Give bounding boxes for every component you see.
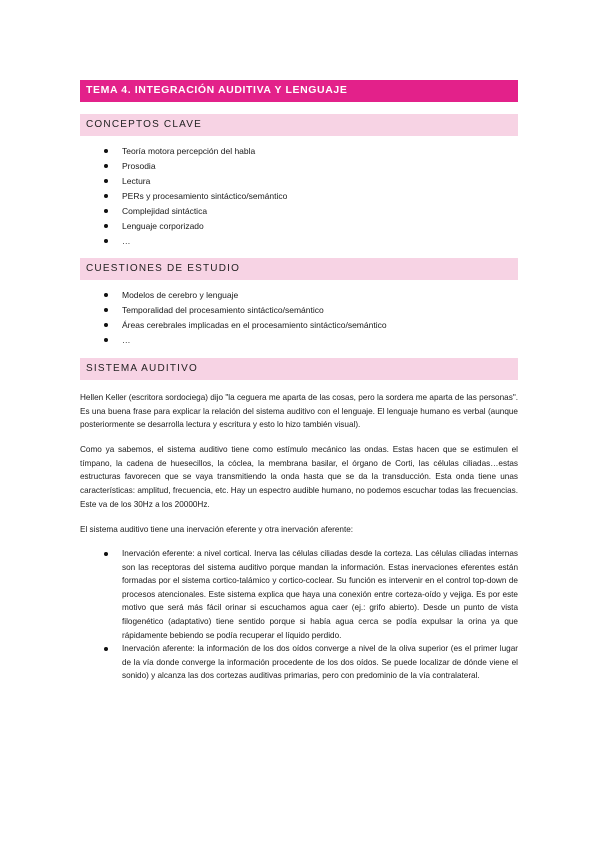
list-item: Inervación aferente: la información de los dos oídos converge a nivel de la oliva superior (es el primer lugar de la vía donde converge la información procedente de los dos oídos. Se puede localizar de dónde viene el sonido) y alcanza las dos cortezas auditivas primarias, pero con predominio de la vía contralateral.: [80, 642, 518, 683]
list-item: Prosodia: [80, 159, 520, 174]
list-item: Modelos de cerebro y lenguaje: [80, 288, 520, 303]
paragraph: Como ya sabemos, el sistema auditivo tiene como estímulo mecánico las ondas. Estas hacen que se estimulen el tímpano, la cadena de huesecillos, la cóclea, la membrana basilar, el órgano de Corti, las células ciliadas…estas estructuras favorecen que se vaya transmitiendo la onda hasta que se da la transducción. Esta onda tiene unas características: amplitud, frecuencia, etc. Hay un espectro audible humano, no podemos escuchar todas las frecuencias. Este va de los 30Hz a los 20000Hz.: [80, 445, 518, 509]
bullet-icon: [104, 552, 108, 556]
conceptos-list: [80, 144, 520, 249]
page-title: TEMA 4. INTEGRACIÓN AUDITIVA Y LENGUAJE: [80, 80, 518, 102]
list-item: …: [80, 333, 520, 348]
list-item: Lenguaje corporizado: [80, 219, 520, 234]
list-item: Complejidad sintáctica: [80, 204, 520, 219]
list-item: Temporalidad del procesamiento sintáctico/semántico: [80, 303, 520, 318]
list-item: Áreas cerebrales implicadas en el procesamiento sintáctico/semántico: [80, 318, 520, 333]
bullet-icon: [104, 194, 108, 198]
paragraph: El sistema auditivo tiene una inervación eferente y otra inervación aferente:: [80, 525, 354, 534]
bullet-icon: [104, 224, 108, 228]
section-heading-sistema: SISTEMA AUDITIVO: [80, 358, 518, 380]
cuestiones-list: [80, 288, 520, 348]
paragraph: Hellen Keller (escritora sordociega) dijo "la ceguera me aparta de las cosas, pero la sordera me aparta de las personas". Es una buena frase para explicar la relación del sistema auditivo con el lenguaje. El lenguaje humano es verbal (aunque posteriormente se desarrolla lectura y escritura y esto lo hizo también visual).: [80, 393, 518, 430]
bullet-icon: [104, 149, 108, 153]
bullet-icon: [104, 323, 108, 327]
list-item: PERs y procesamiento sintáctico/semántico: [80, 189, 520, 204]
section-heading-cuestiones: CUESTIONES DE ESTUDIO: [80, 258, 518, 280]
bullet-icon: [104, 647, 108, 651]
bullet-icon: [104, 239, 108, 243]
bullet-icon: [104, 209, 108, 213]
list-item: …: [80, 234, 520, 249]
bullet-icon: [104, 293, 108, 297]
bullet-icon: [104, 179, 108, 183]
section-heading-conceptos: CONCEPTOS CLAVE: [80, 114, 518, 136]
list-item: Teoría motora percepción del habla: [80, 144, 520, 159]
list-item: Inervación eferente: a nivel cortical. Inerva las células ciliadas desde la corteza. Las células ciliadas internas son las receptoras del sistema auditivo porque mandan la información. Estas inervaciones eferentes están formadas por el sistema cortico-talámico y cortico-coclear. Su función es intervenir en el control top-down de procesos atencionales. Este sistema explica que haya una conexión entre corteza-oído y vejiga. Es por este motivo que será más fácil orinar si escuchamos agua caer (ej.: grifo abierto). Desde un punto de vista filogenético (adaptativo) tiene sentido porque si había agua cerca se podía expulsar la orina ya que rápidamente bebiendo se podía recuperar el líquido perdido.: [80, 547, 518, 642]
bullet-icon: [104, 338, 108, 342]
inervacion-list: [80, 547, 518, 683]
bullet-icon: [104, 164, 108, 168]
list-item: Lectura: [80, 174, 520, 189]
bullet-icon: [104, 308, 108, 312]
